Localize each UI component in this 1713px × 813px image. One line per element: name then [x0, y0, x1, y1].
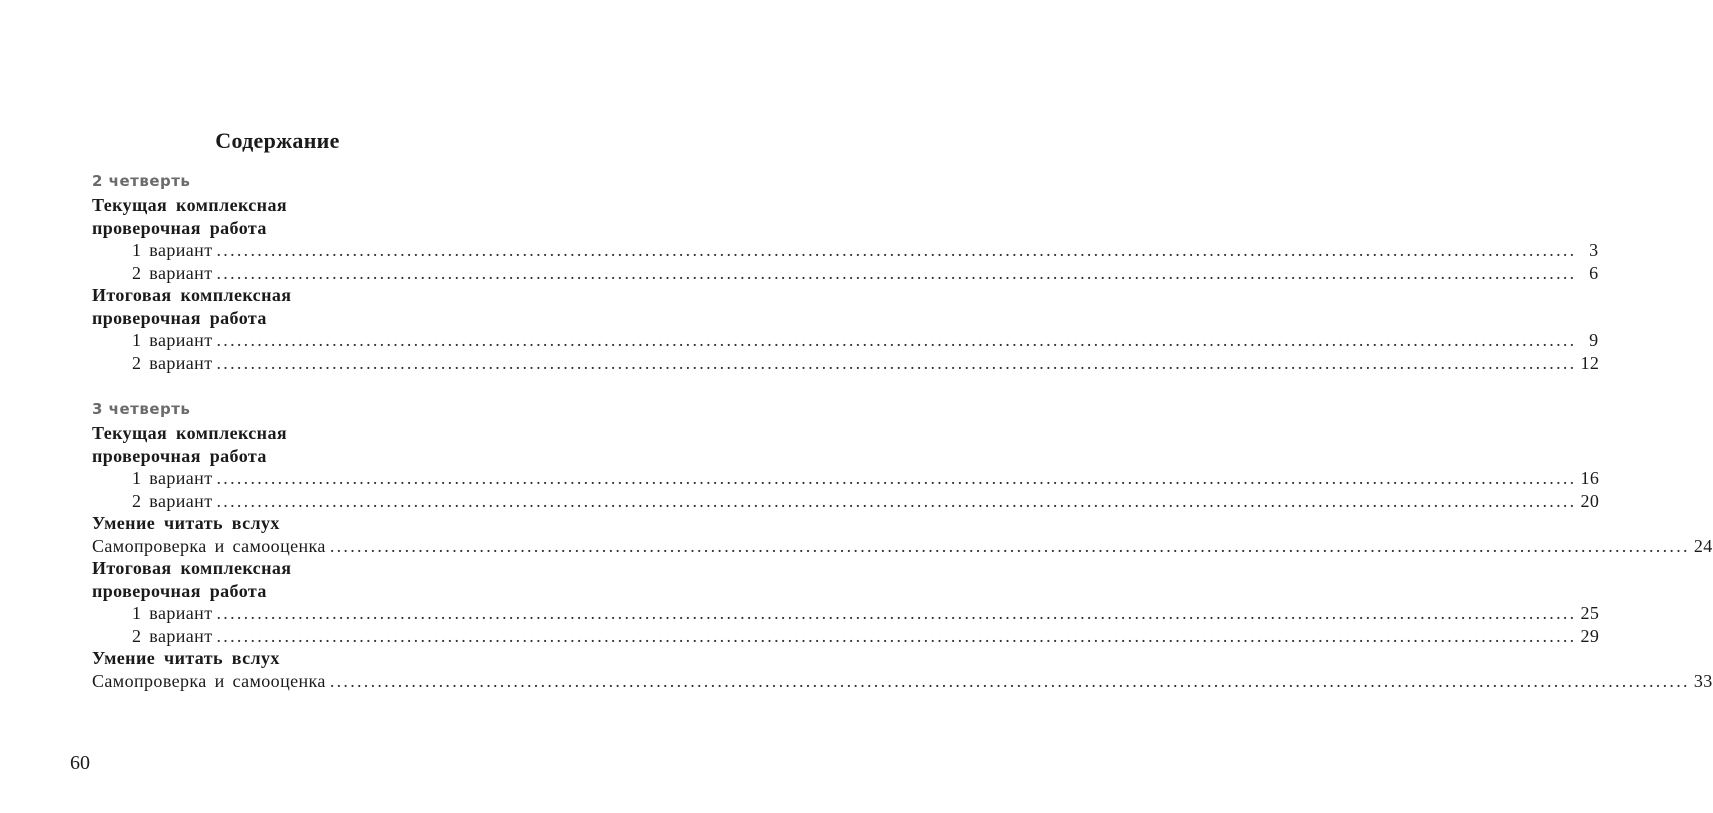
quarter-heading: 3 четверть [92, 400, 191, 418]
page-title: Содержание [215, 128, 340, 153]
toc-entry [92, 352, 1600, 375]
toc-entry-label: 2 вариант [132, 262, 213, 283]
toc-entry-page: 29 [1580, 625, 1600, 646]
dot-leader: ........................................................................................................................................................................................................ [216, 468, 1577, 488]
toc-entry [92, 329, 1599, 352]
toc-entry-label: 1 вариант [132, 330, 213, 350]
section-heading: проверочная работа [92, 307, 267, 328]
toc-entry-page: 25 [1580, 603, 1600, 623]
toc-entry-page: 24 [1693, 535, 1713, 556]
toc-entry [92, 602, 1600, 625]
dot-leader: ........................................................................................................................................................................................................ [216, 240, 1577, 260]
toc-entry [92, 535, 1713, 558]
section-heading: проверочная работа [92, 445, 267, 466]
page-number: 60 [70, 752, 90, 774]
toc-entry-page: 20 [1580, 490, 1600, 511]
toc-entry-label: 2 вариант [132, 352, 213, 373]
toc-entry-label: 2 вариант [132, 625, 213, 646]
section-heading: проверочная работа [92, 217, 267, 238]
section-heading: Текущая комплексная [92, 195, 287, 215]
toc-entry-page: 12 [1580, 352, 1600, 373]
toc-entry-page: 6 [1589, 262, 1599, 283]
dot-leader: ........................................................................................................................................................................................................ [329, 670, 1690, 691]
dot-leader: ........................................................................................................................................................................................................ [216, 262, 1577, 283]
toc-entry-page: 3 [1589, 240, 1599, 260]
toc-entry-label: 2 вариант [132, 490, 213, 511]
dot-leader: ........................................................................................................................................................................................................ [329, 535, 1690, 556]
dot-leader: ........................................................................................................................................................................................................ [216, 330, 1577, 350]
toc-entry-page: 33 [1693, 670, 1713, 691]
section-heading: проверочная работа [92, 580, 267, 601]
dot-leader: ........................................................................................................................................................................................................ [216, 625, 1577, 646]
section-heading: Умение читать вслух [92, 513, 280, 533]
toc-entry-page: 16 [1580, 468, 1600, 488]
table-of-contents [92, 168, 1713, 692]
toc-entry [92, 239, 1599, 262]
toc-entry [92, 625, 1600, 648]
toc-entry-label: Самопроверка и самооценка [92, 670, 326, 691]
toc-entry-label: Самопроверка и самооценка [92, 535, 326, 556]
section-heading: Итоговая комплексная [92, 285, 292, 305]
toc-entry [92, 490, 1600, 513]
dot-leader: ........................................................................................................................................................................................................ [216, 352, 1577, 373]
quarter-heading: 2 четверть [92, 172, 191, 190]
toc-entry-label: 1 вариант [132, 240, 213, 260]
section-heading: Умение читать вслух [92, 648, 280, 668]
toc-entry-label: 1 вариант [132, 603, 213, 623]
dot-leader: ........................................................................................................................................................................................................ [216, 490, 1577, 511]
toc-entry [92, 467, 1600, 490]
toc-entry [92, 670, 1713, 693]
section-heading: Итоговая комплексная [92, 558, 292, 578]
toc-entry-page: 9 [1589, 330, 1599, 350]
toc-entry [92, 262, 1599, 285]
toc-entry-label: 1 вариант [132, 468, 213, 488]
section-heading: Текущая комплексная [92, 423, 287, 443]
dot-leader: ........................................................................................................................................................................................................ [216, 603, 1577, 623]
